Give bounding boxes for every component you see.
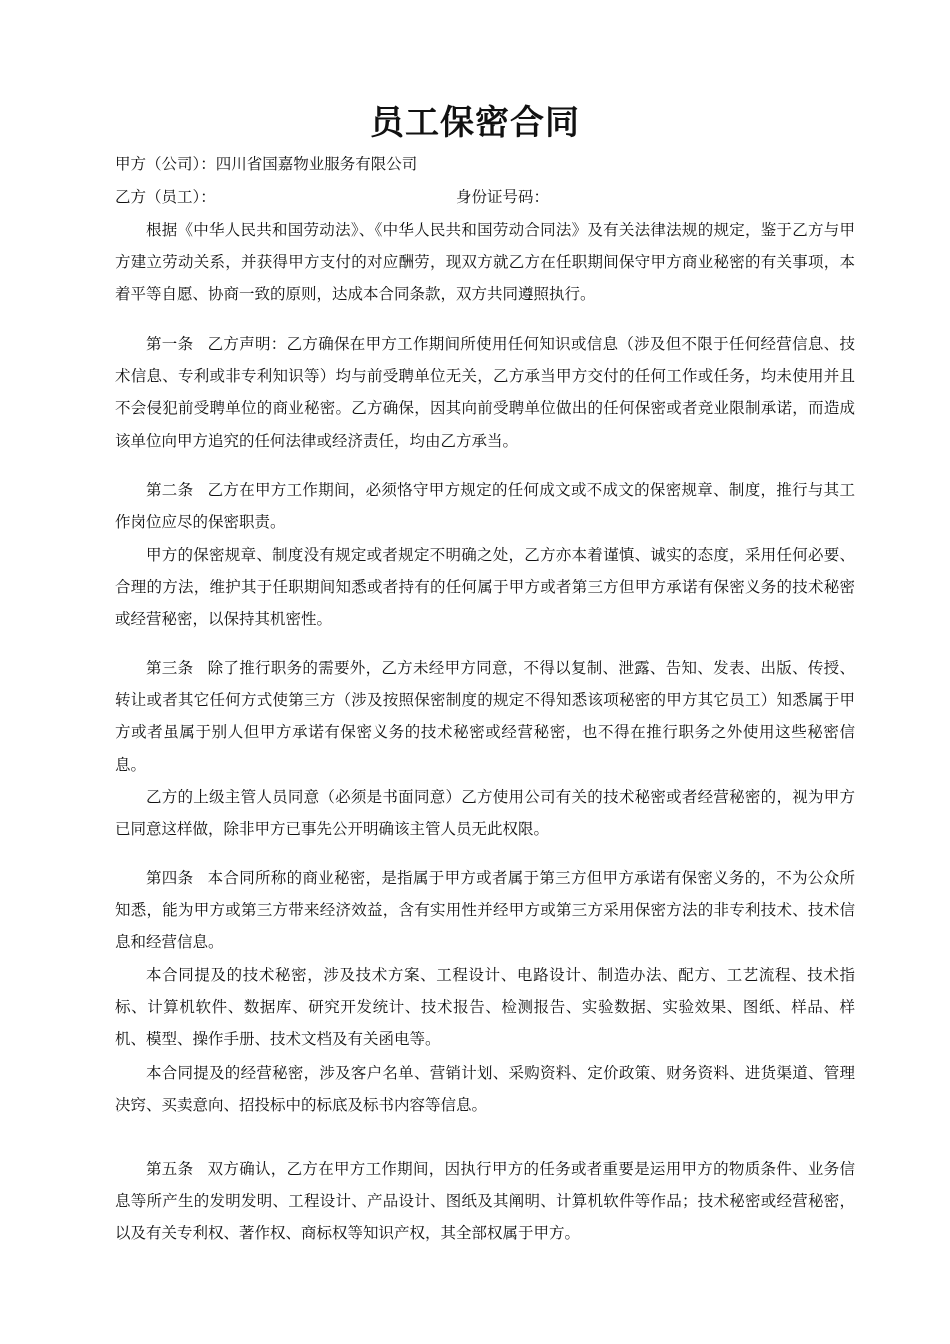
article-3-label: 第三条 (146, 659, 194, 677)
article-1-label: 第一条 (146, 335, 194, 353)
article-4-text: 本合同所称的商业秘密，是指属于甲方或者属于第三方但甲方承诺有保密义务的，不为公众所知悉，能为甲方或第三方带来经济效益，含有实用性并经甲方或第三方采用保密方法的非专利技术、技术信息和经营信息。 (115, 869, 855, 952)
article-4-paragraph-3: 本合同提及的经营秘密，涉及客户名单、营销计划、采购资料、定价政策、财务资料、进货渠道、管理决窍、买卖意向、招投标中的标底及标书内容等信息。 (115, 1064, 855, 1115)
article-5-text: 双方确认，乙方在甲方工作期间，因执行甲方的任务或者重要是运用甲方的物质条件、业务信息等所产生的发明发明、工程设计、产品设计、图纸及其阐明、计算机软件等作品；技术秘密或经营秘密，以及有关专利权、著作权、商标权等知识产权，其全部权属于甲方。 (115, 1160, 855, 1243)
article-3-text: 除了推行职务的需要外，乙方未经甲方同意，不得以复制、泄露、告知、发表、出版、传授、转让或者其它任何方式使第三方（涉及按照保密制度的规定不得知悉该项秘密的甲方其它员工）知悉属于甲方或者虽属于别人但甲方承诺有保密义务的技术秘密或经营秘密，也不得在推行职务之外使用这些秘密信息。 (115, 659, 855, 774)
article-5-label: 第五条 (146, 1160, 194, 1178)
article-1-text: 乙方声明：乙方确保在甲方工作期间所使用任何知识或信息（涉及但不限于任何经营信息、技术信息、专利或非专利知识等）均与前受聘单位无关，乙方承当甲方交付的任何工作或任务，均未使用并且不会侵犯前受聘单位的商业秘密。乙方确保，因其向前受聘单位做出的任何保密或者竞业限制承诺，而造成该单位向甲方追究的任何法律或经济责任，均由乙方承当。 (115, 335, 855, 450)
id-number-label: 身份证号码： (456, 188, 550, 206)
article-4-label: 第四条 (146, 869, 194, 887)
article-2-label: 第二条 (146, 481, 194, 499)
article-3 (115, 652, 855, 781)
article-5 (115, 1153, 855, 1250)
article-2-text: 乙方在甲方工作期间，必须恪守甲方规定的任何成文或不成文的保密规章、制度，推行与其工作岗位应尽的保密职责。 (115, 481, 855, 532)
party-a-line: 甲方（公司）：四川省国嘉物业服务有限公司 (115, 155, 418, 173)
party-b-line: 乙方（员工）： (115, 188, 216, 206)
article-2 (115, 474, 855, 538)
article-4 (115, 862, 855, 959)
intro-paragraph: 根据《中华人民共和国劳动法》、《中华人民共和国劳动合同法》及有关法律法规的规定，鉴于乙方与甲方建立劳动关系，并获得甲方支付的对应酬劳，现双方就乙方在任职期间保守甲方商业秘密的有关事项，本着平等自愿、协商一致的原则，达成本合同条款，双方共同遵照执行。 (115, 221, 855, 304)
document-title: 员工保密合同 (370, 103, 580, 143)
article-1 (115, 328, 855, 457)
article-3-paragraph-2: 乙方的上级主管人员同意（必须是书面同意）乙方使用公司有关的技术秘密或者经营秘密的，视为甲方已同意这样做，除非甲方已事先公开明确该主管人员无此权限。 (115, 788, 855, 839)
article-4-paragraph-2: 本合同提及的技术秘密，涉及技术方案、工程设计、电路设计、制造办法、配方、工艺流程、技术指标、计算机软件、数据库、研究开发统计、技术报告、检测报告、实验数据、实验效果、图纸、样品、样机、模型、操作手册、技术文档及有关函电等。 (115, 966, 855, 1049)
article-2-paragraph-2: 甲方的保密规章、制度没有规定或者规定不明确之处，乙方亦本着谨慎、诚实的态度，采用任何必要、合理的方法，维护其于任职期间知悉或者持有的任何属于甲方或者第三方但甲方承诺有保密义务的技术秘密或经营秘密，以保持其机密性。 (115, 546, 855, 629)
